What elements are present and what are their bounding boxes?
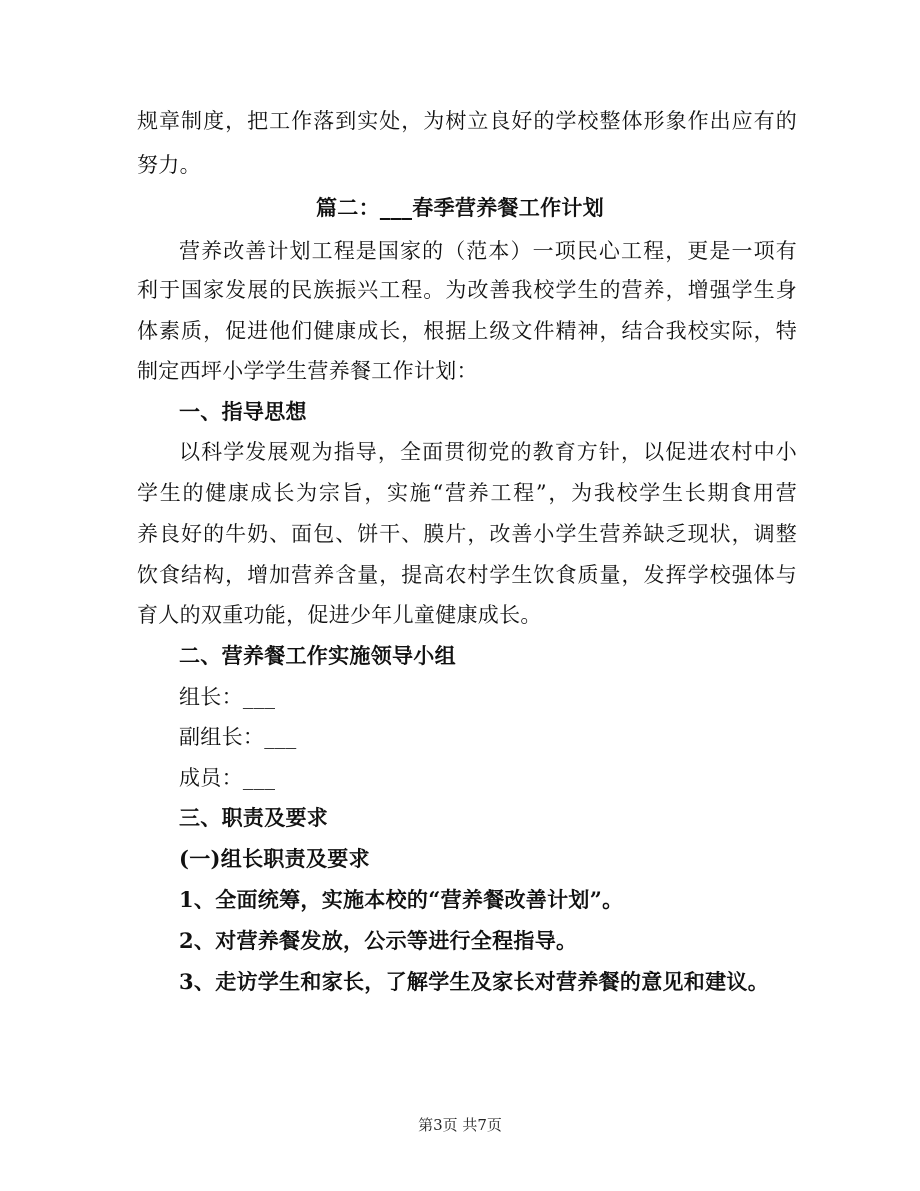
duty-item-2: 2、对营养餐发放，公示等进行全程指导。 <box>179 928 578 953</box>
vice-leader-line: 副组长：___ <box>179 725 297 749</box>
continuation-line-2: 努力。 <box>137 153 201 177</box>
intro-line-2: 利于国家发展的民族振兴工程。为改善我校学生的营养，增强学生身 <box>137 278 797 302</box>
guiding-line-2: 学生的健康成长为宗旨，实施“营养工程”，为我校学生长期食用营 <box>137 481 797 505</box>
duty-item-1: 1、全面统筹，实施本校的“营养餐改善计划”。 <box>179 887 624 912</box>
intro-line-1: 营养改善计划工程是国家的（范本）一项民心工程，更是一项有 <box>179 239 797 263</box>
heading-duties: 三、职责及要求 <box>179 805 329 830</box>
guiding-line-5: 育人的双重功能，促进少年儿童健康成长。 <box>137 603 542 627</box>
intro-line-4: 制定西坪小学学生营养餐工作计划： <box>137 359 478 383</box>
intro-line-3: 体素质，促进他们健康成长，根据上级文件精神，结合我校实际，特 <box>137 319 797 343</box>
section-title: 篇二：___春季营养餐工作计划 <box>316 195 604 220</box>
leader-line: 组长：___ <box>179 685 276 709</box>
members-line: 成员：___ <box>179 766 276 790</box>
guiding-line-1: 以科学发展观为指导，全面贯彻党的教育方针，以促进农村中小 <box>179 440 797 464</box>
heading-guiding-principles: 一、指导思想 <box>179 399 307 424</box>
guiding-line-3: 养良好的牛奶、面包、饼干、膜片，改善小学生营养缺乏现状，调整 <box>137 522 797 546</box>
guiding-line-4: 饮食结构，增加营养含量，提高农村学生饮食质量，发挥学校强体与 <box>137 563 797 587</box>
page-number-footer: 第3页 共7页 <box>418 1116 502 1134</box>
subheading-leader-duties: (一)组长职责及要求 <box>179 846 370 871</box>
heading-leadership-group: 二、营养餐工作实施领导小组 <box>179 643 456 668</box>
continuation-line-1: 规章制度，把工作落到实处，为树立良好的学校整体形象作出应有的 <box>137 109 797 133</box>
duty-item-3: 3、走访学生和家长，了解学生及家长对营养餐的意见和建议。 <box>179 969 770 994</box>
